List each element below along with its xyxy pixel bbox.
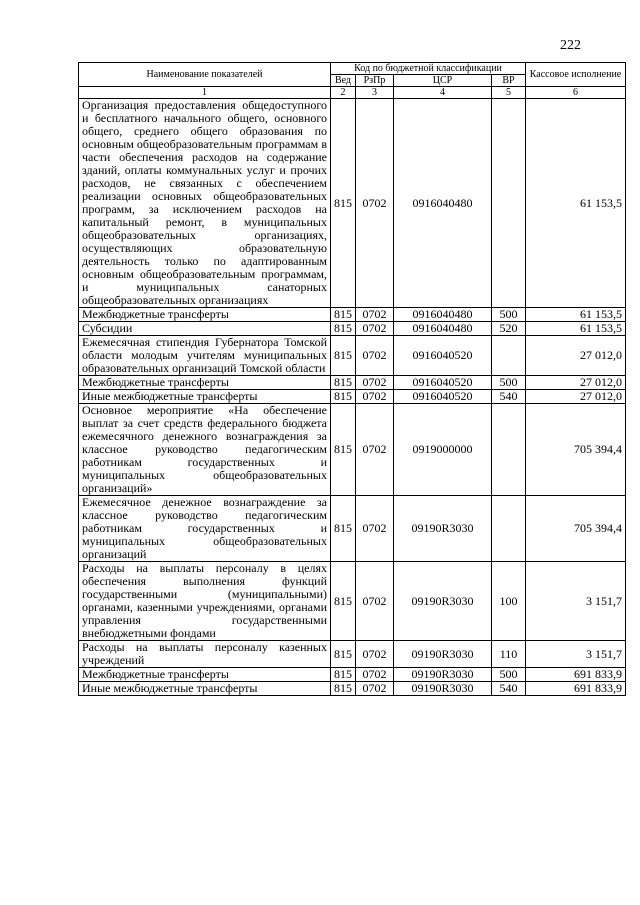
table-row (79, 562, 626, 641)
row-amount: 27 012,0 (526, 336, 626, 376)
row-name: Межбюджетные трансферты (79, 376, 331, 390)
row-rzpr: 0702 (356, 322, 394, 336)
row-vr: 500 (492, 308, 526, 322)
row-ved: 815 (331, 99, 356, 308)
row-vr: 520 (492, 322, 526, 336)
column-index: 6 (526, 87, 626, 99)
row-name: Иные межбюджетные трансферты (79, 390, 331, 404)
row-csr: 0919000000 (394, 404, 492, 496)
row-vr: 540 (492, 682, 526, 696)
column-index: 3 (356, 87, 394, 99)
header-code-group: Код по бюджетной классификации (331, 63, 526, 75)
row-name: Иные межбюджетные трансферты (79, 682, 331, 696)
row-vr: 500 (492, 376, 526, 390)
row-amount: 61 153,5 (526, 308, 626, 322)
row-ved: 815 (331, 641, 356, 668)
row-ved: 815 (331, 682, 356, 696)
table-row (79, 99, 626, 308)
budget-table (78, 62, 626, 696)
header-rzpr: РзПр (356, 75, 394, 87)
table-row (79, 404, 626, 496)
row-name: Расходы на выплаты персоналу казенных учреждений (79, 641, 331, 668)
row-csr: 0916040520 (394, 376, 492, 390)
header-name: Наименование показателей (79, 63, 331, 87)
row-rzpr: 0702 (356, 99, 394, 308)
table-row (79, 322, 626, 336)
row-amount: 691 833,9 (526, 682, 626, 696)
row-ved: 815 (331, 322, 356, 336)
row-rzpr: 0702 (356, 404, 394, 496)
row-csr: 09190R3030 (394, 668, 492, 682)
row-ved: 815 (331, 562, 356, 641)
row-csr: 09190R3030 (394, 562, 492, 641)
row-name: Ежемесячная стипендия Губернатора Томской области молодым учителям муниципальных образовательных организаций Томской области (79, 336, 331, 376)
row-amount: 61 153,5 (526, 99, 626, 308)
row-ved: 815 (331, 496, 356, 562)
column-index-row (79, 87, 626, 99)
row-name: Ежемесячное денежное вознаграждение за классное руководство педагогическим работникам государственных и муниципальных общеобразовательных организаций (79, 496, 331, 562)
row-amount: 61 153,5 (526, 322, 626, 336)
row-amount: 705 394,4 (526, 404, 626, 496)
row-vr: 110 (492, 641, 526, 668)
row-ved: 815 (331, 376, 356, 390)
header-csr: ЦСР (394, 75, 492, 87)
row-rzpr: 0702 (356, 308, 394, 322)
row-rzpr: 0702 (356, 641, 394, 668)
column-index: 1 (79, 87, 331, 99)
header-vr: ВР (492, 75, 526, 87)
column-index: 4 (394, 87, 492, 99)
row-amount: 3 151,7 (526, 562, 626, 641)
row-ved: 815 (331, 404, 356, 496)
table-row (79, 308, 626, 322)
table-row (79, 376, 626, 390)
row-ved: 815 (331, 336, 356, 376)
row-csr: 0916040480 (394, 99, 492, 308)
row-rzpr: 0702 (356, 336, 394, 376)
row-csr: 09190R3030 (394, 641, 492, 668)
table-row (79, 682, 626, 696)
row-vr (492, 336, 526, 376)
table-row (79, 496, 626, 562)
row-amount: 691 833,9 (526, 668, 626, 682)
row-vr (492, 404, 526, 496)
row-amount: 3 151,7 (526, 641, 626, 668)
header-cash: Кассовое исполнение (526, 63, 626, 87)
row-rzpr: 0702 (356, 668, 394, 682)
row-csr: 0916040520 (394, 390, 492, 404)
table-row (79, 336, 626, 376)
column-index: 5 (492, 87, 526, 99)
table-row (79, 668, 626, 682)
row-amount: 27 012,0 (526, 390, 626, 404)
row-name: Расходы на выплаты персоналу в целях обеспечения выполнения функций государственными (муниципальными) органами, казенными учреждениями, органами управления государственными внебюджетными фондами (79, 562, 331, 641)
table-row (79, 390, 626, 404)
row-vr: 540 (492, 390, 526, 404)
table-row (79, 641, 626, 668)
row-name: Межбюджетные трансферты (79, 308, 331, 322)
page-number: 222 (560, 38, 581, 53)
row-vr (492, 99, 526, 308)
row-vr (492, 496, 526, 562)
row-amount: 705 394,4 (526, 496, 626, 562)
row-csr: 09190R3030 (394, 496, 492, 562)
row-ved: 815 (331, 390, 356, 404)
row-name: Субсидии (79, 322, 331, 336)
row-ved: 815 (331, 308, 356, 322)
row-csr: 0916040480 (394, 322, 492, 336)
row-name: Основное мероприятие «На обеспечение выплат за счет средств федерального бюджета ежемесячного денежного вознаграждения за классное руководство педагогическим работникам государственных и муниципальных общеобразовательных организаций» (79, 404, 331, 496)
row-rzpr: 0702 (356, 496, 394, 562)
row-amount: 27 012,0 (526, 376, 626, 390)
row-csr: 0916040480 (394, 308, 492, 322)
row-rzpr: 0702 (356, 562, 394, 641)
row-rzpr: 0702 (356, 376, 394, 390)
row-rzpr: 0702 (356, 682, 394, 696)
row-ved: 815 (331, 668, 356, 682)
column-index: 2 (331, 87, 356, 99)
header-ved: Вед (331, 75, 356, 87)
row-rzpr: 0702 (356, 390, 394, 404)
row-vr: 100 (492, 562, 526, 641)
row-name: Межбюджетные трансферты (79, 668, 331, 682)
row-name: Организация предоставления общедоступного и бесплатного начального общего, основного общего, среднего общего образования по основным общеобразовательным программам в части обеспечения расходов на содержание зданий, оплаты коммунальных услуг и прочих расходов, не связанных с обеспечением реализации основных общеобразовательных программ, за исключением расходов на капитальный ремонт, в муниципальных общеобразовательных организациях, осуществляющих образовательную деятельность только по адаптированным основным общеобразовательным программам, и муниципальных санаторных общеобразовательных организациях (79, 99, 331, 308)
row-vr: 500 (492, 668, 526, 682)
row-csr: 0916040520 (394, 336, 492, 376)
row-csr: 09190R3030 (394, 682, 492, 696)
